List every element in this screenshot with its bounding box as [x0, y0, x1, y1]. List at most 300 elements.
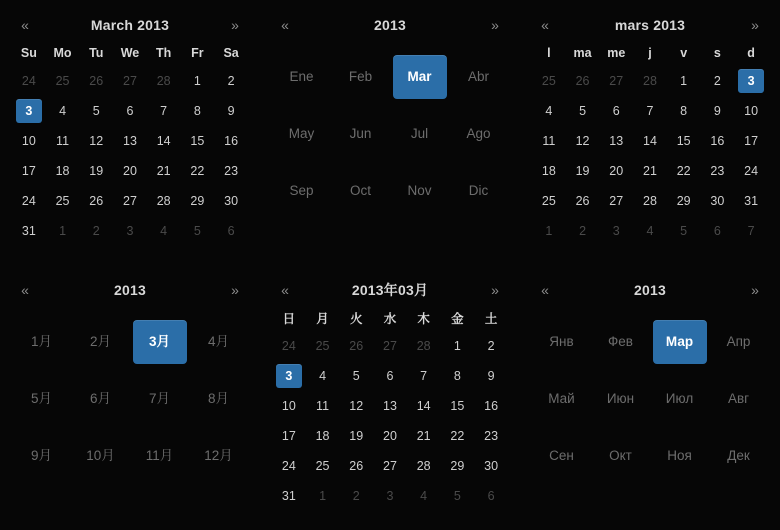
day-cell[interactable]: 26	[89, 194, 104, 208]
day-cell-container	[272, 391, 306, 421]
day-cell-container	[373, 421, 407, 451]
day-cell[interactable]: 8	[193, 104, 201, 118]
day-cell-container	[272, 331, 306, 361]
day-cell[interactable]: 28	[643, 194, 657, 208]
month-cell[interactable]: Ago	[466, 125, 491, 141]
weekday-header: l	[547, 46, 551, 60]
day-cell[interactable]: 11	[542, 134, 556, 148]
day-cell[interactable]: 7	[646, 104, 654, 118]
day-cell[interactable]: 27	[383, 459, 397, 473]
day-cell[interactable]: 16	[224, 134, 239, 148]
week-row	[272, 451, 508, 481]
day-cell[interactable]: 25	[315, 459, 330, 473]
day-cell[interactable]: 24	[744, 164, 759, 178]
week-row	[12, 216, 248, 246]
day-cell[interactable]: 26	[349, 339, 364, 353]
day-cell[interactable]: 1	[319, 489, 327, 503]
prev-month-button[interactable]: «	[541, 17, 549, 33]
day-cell[interactable]: 4	[646, 224, 654, 238]
day-cell-container	[373, 451, 407, 481]
day-cell-container	[147, 126, 181, 156]
month-cell[interactable]: Abr	[467, 68, 489, 84]
month-cell-container	[532, 370, 591, 427]
day-cell[interactable]: 5	[680, 224, 688, 238]
month-cell-container	[130, 427, 189, 484]
next-month-button[interactable]: »	[751, 17, 759, 33]
day-cell[interactable]: 26	[575, 74, 590, 88]
day-cell-selected[interactable]: 3	[738, 69, 764, 93]
day-cell[interactable]: 30	[710, 194, 725, 208]
day-cell[interactable]: 28	[416, 459, 431, 473]
day-cell[interactable]: 9	[227, 104, 235, 118]
day-cell-container	[272, 421, 306, 451]
month-cell[interactable]: Янв	[549, 333, 574, 349]
day-cell[interactable]: 26	[349, 459, 364, 473]
day-cell[interactable]: 4	[420, 489, 428, 503]
day-cell-container	[339, 361, 373, 391]
week-row	[532, 156, 768, 186]
day-cell-container	[633, 66, 667, 96]
day-cell[interactable]: 7	[160, 104, 168, 118]
month-cell-container	[130, 370, 189, 427]
day-cell[interactable]: 17	[281, 429, 296, 443]
month-cell-container	[709, 427, 768, 484]
month-cell[interactable]: 8月	[207, 390, 229, 406]
month-cell[interactable]: Ene	[289, 68, 314, 84]
month-cell[interactable]: 1月	[30, 333, 52, 349]
next-month-button[interactable]: »	[751, 282, 759, 298]
day-cell[interactable]: 2	[352, 489, 360, 503]
day-cell[interactable]: 27	[123, 74, 137, 88]
day-cell[interactable]: 29	[450, 459, 465, 473]
day-cell[interactable]: 6	[713, 224, 721, 238]
day-cell[interactable]: 8	[680, 104, 688, 118]
month-cell-container	[650, 370, 709, 427]
day-cell[interactable]: 25	[55, 194, 70, 208]
weekday-header: 水	[383, 312, 397, 326]
day-cell[interactable]: 25	[541, 74, 556, 88]
day-cell[interactable]: 1	[193, 74, 201, 88]
month-cell[interactable]: May	[288, 125, 315, 141]
month-cell-container	[71, 427, 130, 484]
month-cell[interactable]: Ноя	[667, 447, 692, 463]
month-cell-selected[interactable]: Mar	[393, 55, 447, 99]
month-cell-container	[650, 427, 709, 484]
day-cell[interactable]: 26	[575, 194, 590, 208]
day-cell[interactable]: 28	[156, 74, 171, 88]
day-cell-container	[79, 96, 113, 126]
month-cell-container	[12, 370, 71, 427]
day-cell[interactable]: 27	[609, 194, 624, 208]
month-cell[interactable]: Май	[548, 390, 575, 406]
day-cell-container	[306, 391, 340, 421]
day-cell[interactable]: 21	[416, 429, 431, 443]
month-cell[interactable]: Jun	[349, 125, 372, 141]
next-month-button[interactable]: »	[491, 282, 499, 298]
day-cell-container	[306, 361, 340, 391]
day-cell-container	[46, 126, 80, 156]
day-cell[interactable]: 4	[160, 224, 168, 238]
day-cell[interactable]: 11	[316, 399, 330, 413]
prev-month-button[interactable]: «	[281, 282, 289, 298]
month-cell[interactable]: 6月	[89, 390, 111, 406]
month-cell[interactable]: 4月	[207, 333, 229, 349]
day-cell[interactable]: 15	[450, 399, 465, 413]
month-grid	[272, 48, 508, 219]
day-cell[interactable]: 10	[744, 104, 759, 118]
day-cell[interactable]: 14	[643, 134, 657, 148]
day-cell[interactable]: 23	[484, 429, 499, 443]
day-cell[interactable]: 2	[92, 224, 100, 238]
prev-month-button[interactable]: «	[281, 17, 289, 33]
month-cell-container	[71, 313, 130, 370]
day-cell-container	[79, 156, 113, 186]
month-cell[interactable]: Дек	[727, 447, 750, 463]
day-cell[interactable]: 22	[676, 164, 691, 178]
month-cell[interactable]: Oct	[349, 182, 371, 198]
month-cell-container	[12, 427, 71, 484]
month-cell[interactable]: Dic	[468, 182, 489, 198]
month-cell[interactable]: Feb	[348, 68, 373, 84]
weekday-header: 金	[451, 312, 464, 326]
prev-month-button[interactable]: «	[21, 17, 29, 33]
day-cell-container	[566, 156, 600, 186]
day-cell-container	[407, 451, 441, 481]
month-cell[interactable]: Авг	[727, 390, 750, 406]
day-cell-container	[566, 216, 600, 246]
month-cell[interactable]: 10月	[86, 447, 115, 463]
day-cell[interactable]: 12	[89, 134, 104, 148]
day-cell[interactable]: 18	[55, 164, 70, 178]
day-cell-container	[12, 186, 46, 216]
month-cell[interactable]: 2月	[89, 333, 111, 349]
day-cell[interactable]: 1	[59, 224, 67, 238]
day-cell-container	[701, 126, 735, 156]
weekday-header: j	[648, 46, 652, 60]
day-cell-container	[474, 421, 508, 451]
day-cell[interactable]: 3	[612, 224, 620, 238]
day-cell-container	[214, 96, 248, 126]
day-cell[interactable]: 20	[123, 164, 137, 178]
day-cell[interactable]: 14	[416, 399, 431, 413]
day-cell-container	[667, 96, 701, 126]
day-cell-container	[599, 66, 633, 96]
day-cell-container	[701, 96, 735, 126]
calendar-header	[272, 275, 508, 305]
day-cell[interactable]: 31	[744, 194, 759, 208]
day-cell-container	[12, 126, 46, 156]
day-cell[interactable]: 21	[156, 164, 171, 178]
week-row	[12, 186, 248, 216]
calendar-title: 2013	[374, 17, 406, 33]
weekday-header: 火	[350, 312, 363, 326]
weekday-header: We	[120, 46, 140, 60]
month-cell-container	[650, 313, 709, 370]
day-cell[interactable]: 24	[281, 339, 296, 353]
day-cell[interactable]: 6	[612, 104, 620, 118]
weekday-header: 日	[282, 312, 296, 326]
calendar-ja-days	[260, 265, 520, 530]
day-cell-container	[113, 66, 147, 96]
day-cell[interactable]: 23	[710, 164, 725, 178]
day-cell[interactable]: 28	[156, 194, 171, 208]
day-cell[interactable]: 11	[56, 134, 70, 148]
day-cell[interactable]: 27	[383, 339, 397, 353]
weekday-header: v	[680, 46, 688, 60]
month-cell[interactable]: Апр	[726, 333, 751, 349]
day-cell[interactable]: 19	[349, 429, 364, 443]
day-cell-container	[407, 361, 441, 391]
calendar-header	[532, 10, 768, 40]
day-cell-container	[181, 66, 215, 96]
month-cell[interactable]: Июн	[606, 390, 635, 406]
day-cell-container	[12, 156, 46, 186]
month-grid	[12, 313, 248, 484]
month-cell-container	[390, 48, 449, 105]
day-cell-container	[474, 481, 508, 511]
day-cell-container	[79, 186, 113, 216]
prev-month-button[interactable]: «	[541, 282, 549, 298]
day-cell-container	[532, 156, 566, 186]
day-cell[interactable]: 29	[676, 194, 691, 208]
month-cell[interactable]: 5月	[30, 390, 52, 406]
next-month-button[interactable]: »	[231, 17, 239, 33]
day-cell[interactable]: 19	[575, 164, 590, 178]
day-cell-container	[46, 156, 80, 186]
month-cell-selected[interactable]: 3月	[133, 320, 187, 364]
day-cell[interactable]: 6	[386, 369, 394, 383]
day-cell-container	[306, 421, 340, 451]
day-cell-container	[339, 481, 373, 511]
day-cell[interactable]: 25	[55, 74, 70, 88]
week-row	[272, 421, 508, 451]
day-cell-container	[147, 66, 181, 96]
day-cell-container	[272, 361, 306, 391]
month-cell-container	[449, 162, 508, 219]
day-cell-container	[599, 96, 633, 126]
day-cell-container	[214, 216, 248, 246]
day-cell[interactable]: 7	[747, 224, 755, 238]
day-cell[interactable]: 18	[315, 429, 330, 443]
day-cell-container	[599, 156, 633, 186]
day-cell-container	[566, 96, 600, 126]
day-cell-container	[306, 331, 340, 361]
day-cell-container	[181, 126, 215, 156]
day-cell-selected[interactable]: 3	[276, 364, 302, 388]
weekday-header: Th	[156, 46, 172, 60]
calendar-title: mars 2013	[614, 17, 686, 33]
month-cell[interactable]: 12月	[204, 447, 233, 463]
day-cell-container	[147, 186, 181, 216]
day-cell[interactable]: 20	[609, 164, 624, 178]
day-cell[interactable]: 16	[484, 399, 499, 413]
day-cell[interactable]: 28	[416, 339, 431, 353]
day-cell[interactable]: 29	[190, 194, 205, 208]
month-cell[interactable]: Окт	[609, 447, 632, 463]
day-cell[interactable]: 25	[315, 339, 330, 353]
weekday-header-row	[532, 40, 768, 66]
day-cell[interactable]: 22	[190, 164, 205, 178]
month-cell-container	[591, 313, 650, 370]
day-cell[interactable]: 23	[224, 164, 239, 178]
day-cell[interactable]: 2	[579, 224, 587, 238]
weekday-header: Mo	[53, 46, 72, 60]
month-cell-selected[interactable]: Мар	[653, 320, 707, 364]
month-cell[interactable]: Фев	[608, 333, 633, 349]
prev-month-button[interactable]: «	[21, 282, 29, 298]
month-cell-container	[449, 48, 508, 105]
month-cell[interactable]: 11月	[145, 447, 174, 463]
day-cell[interactable]: 4	[545, 104, 553, 118]
month-cell-container	[390, 105, 449, 162]
day-cell-container	[532, 96, 566, 126]
day-cell-container	[147, 216, 181, 246]
week-row	[12, 96, 248, 126]
next-month-button[interactable]: »	[231, 282, 239, 298]
day-cell[interactable]: 24	[21, 74, 36, 88]
day-cell[interactable]: 9	[487, 369, 495, 383]
day-cell[interactable]: 13	[123, 134, 137, 148]
weekday-header: ma	[573, 46, 592, 60]
day-cell[interactable]: 7	[420, 369, 428, 383]
month-cell[interactable]: Jul	[410, 125, 429, 141]
day-cell-container	[701, 156, 735, 186]
day-cell-container	[373, 391, 407, 421]
day-cell-container	[667, 216, 701, 246]
day-cell[interactable]: 31	[21, 224, 36, 238]
day-cell-container	[181, 96, 215, 126]
day-cell[interactable]: 22	[450, 429, 465, 443]
day-cell[interactable]: 17	[21, 164, 36, 178]
day-cell-container	[734, 156, 768, 186]
month-cell-container	[709, 370, 768, 427]
day-cell[interactable]: 10	[21, 134, 36, 148]
day-cell-container	[441, 421, 475, 451]
day-cell[interactable]: 2	[713, 74, 721, 88]
month-cell-container	[189, 370, 248, 427]
day-cell-container	[566, 66, 600, 96]
calendar-es-months	[260, 0, 520, 265]
day-cell[interactable]: 5	[193, 224, 201, 238]
day-cell-container	[667, 156, 701, 186]
day-cell-container	[633, 126, 667, 156]
day-cell[interactable]: 16	[710, 134, 725, 148]
day-cell-container	[407, 481, 441, 511]
day-cell-container	[46, 66, 80, 96]
day-cell-container	[12, 216, 46, 246]
month-cell-container	[71, 370, 130, 427]
day-cell[interactable]: 21	[643, 164, 657, 178]
day-cell[interactable]: 3	[126, 224, 134, 238]
month-cell[interactable]: Sep	[289, 182, 314, 198]
month-cell[interactable]: Сен	[549, 447, 574, 463]
day-cell[interactable]: 24	[21, 194, 36, 208]
month-cell[interactable]: 9月	[30, 447, 52, 463]
day-cell[interactable]: 27	[609, 74, 624, 88]
day-cell[interactable]: 4	[319, 369, 327, 383]
month-cell[interactable]: 7月	[148, 390, 170, 406]
next-month-button[interactable]: »	[491, 17, 499, 33]
day-cell[interactable]: 10	[281, 399, 296, 413]
day-cell[interactable]: 6	[227, 224, 235, 238]
day-cell[interactable]: 28	[643, 74, 657, 88]
day-cell[interactable]: 2	[487, 339, 495, 353]
day-cell-container	[441, 391, 475, 421]
day-cell[interactable]: 1	[453, 339, 461, 353]
day-cell-container	[46, 96, 80, 126]
day-cell[interactable]: 31	[281, 489, 296, 503]
month-cell-container	[390, 162, 449, 219]
week-row	[272, 481, 508, 511]
day-cell[interactable]: 18	[541, 164, 556, 178]
day-cell[interactable]: 2	[227, 74, 235, 88]
day-cell-selected[interactable]: 3	[16, 99, 42, 123]
day-cell[interactable]: 1	[545, 224, 553, 238]
day-cell-container	[79, 126, 113, 156]
day-cell[interactable]: 17	[744, 134, 759, 148]
day-cell-container	[113, 186, 147, 216]
day-cell[interactable]: 6	[487, 489, 495, 503]
day-cell-container	[214, 186, 248, 216]
month-cell-container	[189, 427, 248, 484]
day-cell[interactable]: 19	[89, 164, 104, 178]
day-cell-container	[532, 126, 566, 156]
day-cell[interactable]: 12	[575, 134, 590, 148]
day-cell-container	[46, 216, 80, 246]
month-cell-container	[591, 370, 650, 427]
day-cell-container	[407, 421, 441, 451]
month-cell-container	[331, 162, 390, 219]
weekday-header: 木	[417, 312, 430, 326]
day-cell[interactable]: 15	[190, 134, 205, 148]
day-cell[interactable]: 24	[281, 459, 296, 473]
day-cell[interactable]: 1	[680, 74, 688, 88]
month-cell[interactable]: Июл	[665, 390, 694, 406]
day-cell-container	[633, 96, 667, 126]
day-cell[interactable]: 4	[59, 104, 67, 118]
day-cell[interactable]: 26	[89, 74, 104, 88]
day-cell[interactable]: 20	[383, 429, 397, 443]
day-cell[interactable]: 3	[386, 489, 394, 503]
day-cell[interactable]: 5	[92, 104, 100, 118]
month-cell[interactable]: Nov	[407, 182, 432, 198]
day-cell-container	[113, 96, 147, 126]
month-cell-container	[272, 162, 331, 219]
day-table	[532, 40, 768, 246]
day-cell-container	[272, 481, 306, 511]
day-cell[interactable]: 9	[713, 104, 721, 118]
day-cell[interactable]: 30	[484, 459, 499, 473]
day-cell[interactable]: 5	[453, 489, 461, 503]
day-cell[interactable]: 25	[541, 194, 556, 208]
day-cell[interactable]: 5	[579, 104, 587, 118]
day-cell[interactable]: 15	[676, 134, 691, 148]
day-cell[interactable]: 5	[352, 369, 360, 383]
day-cell-container	[339, 451, 373, 481]
day-cell[interactable]: 30	[224, 194, 239, 208]
day-cell-container	[214, 66, 248, 96]
day-cell-container	[667, 126, 701, 156]
day-cell[interactable]: 6	[126, 104, 134, 118]
calendar-fr-days	[520, 0, 780, 265]
day-cell[interactable]: 27	[123, 194, 137, 208]
day-cell[interactable]: 12	[349, 399, 364, 413]
day-cell[interactable]: 13	[609, 134, 624, 148]
day-cell[interactable]: 14	[156, 134, 171, 148]
day-cell[interactable]: 13	[383, 399, 397, 413]
day-cell-container	[441, 451, 475, 481]
day-cell[interactable]: 8	[453, 369, 461, 383]
